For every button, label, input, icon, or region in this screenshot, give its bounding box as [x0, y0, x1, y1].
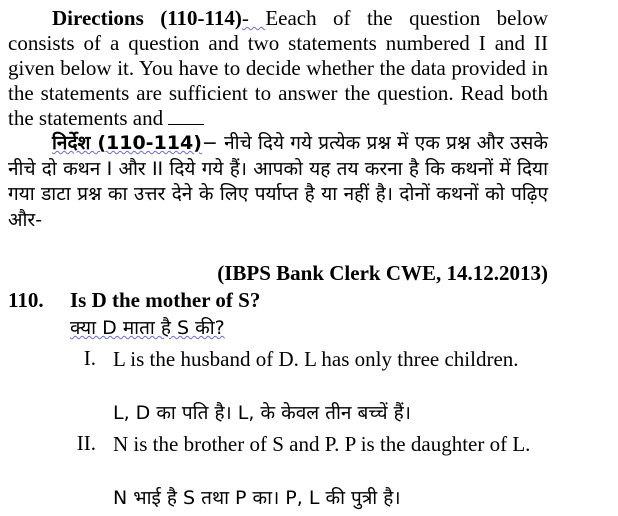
directions-heading-hindi: निर्देश (110-114) [52, 132, 202, 154]
question-text-hindi [70, 314, 225, 340]
directions-english [8, 6, 548, 131]
directions-hindi [8, 131, 548, 233]
directions-body: Eeach of the question below consists of a question and two statements numbered I and II given below it. You have to decide whether the data provided in the statements are sufficient to answer the question. Read both the statements and [8, 6, 548, 130]
directions-heading: Directions (110-114) [52, 6, 242, 30]
question-text: Is D the mother of S? [70, 288, 261, 312]
statement-2-hindi-text: N भाई है S तथा P का। P, L की पुत्री है। [113, 487, 401, 509]
exam-source: (IBPS Bank Clerk CWE, 14.12.2013) [217, 261, 548, 285]
fill-in-blank [168, 108, 204, 125]
question-hindi-text: क्या D माता है S की? [70, 317, 225, 339]
statement-1-text: L is the husband of D. L has only three children. [113, 347, 519, 371]
question-number: 110. [8, 288, 44, 312]
statement-2-text: N is the brother of S and P. P is the daughter of L. [113, 432, 531, 456]
statement-1-numeral: I. [83, 346, 96, 370]
statement-2-numeral: II. [76, 431, 96, 455]
directions-body-hindi: नीचे दिये गये प्रत्येक प्रश्न में एक प्रश्न और उसके नीचे दो कथन I और II दिये गये हैं। आपको यह तय करना है कि कथनों में दिया गया डाटा प्रश्न का उत्तर देने के लिए पर्याप्त है या नहीं है। दोनों कथनों को पढ़िए और- [8, 132, 548, 231]
statement-1-hindi [113, 399, 411, 425]
directions-dash: - [241, 6, 266, 30]
statement-2-hindi [113, 484, 401, 510]
statement-1-hindi-text: L, D का पति है। L, के केवल तीन बच्चें हैं। [113, 402, 411, 424]
directions-dash-hindi: − [201, 132, 225, 154]
